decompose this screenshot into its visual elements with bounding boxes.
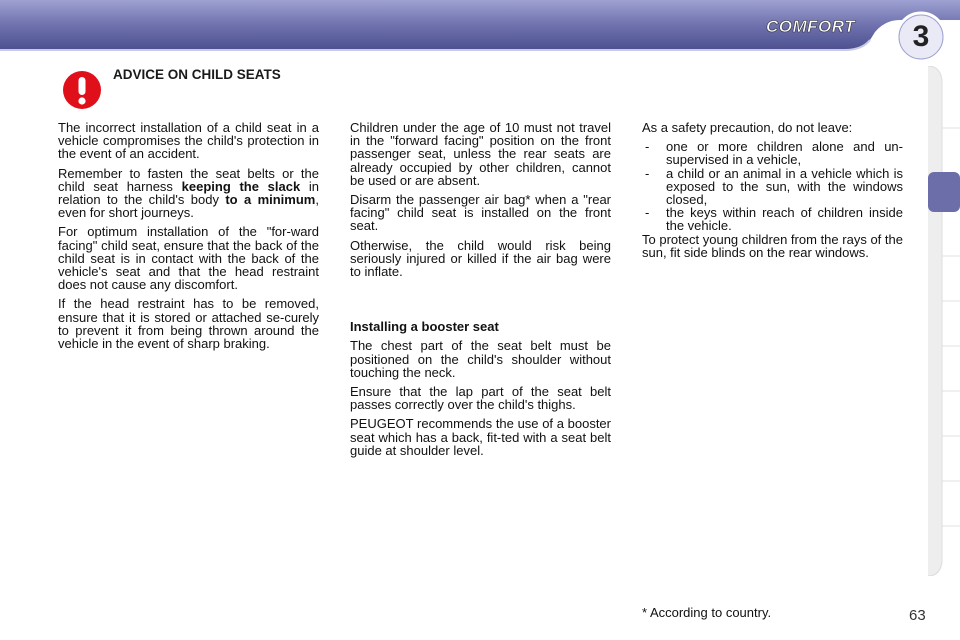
list-item-text: a child or an animal in a vehicle which is exposed to the sun, with the windows closed, [666,165,903,208]
col1-paragraph-1: The incorrect installation of a child seat in a vehicle compromises the child's protection in the event of an accident. [58,120,319,162]
col2-paragraph-2: Disarm the passenger air bag* when a "rear facing" child seat is installed on the front seat. [350,192,611,234]
col2-paragraph-1: Children under the age of 10 must not travel in the "forward facing" position on the front passenger seat, unless the rear seats are already occupied by other children, cannot be used or are absent. [350,120,611,188]
booster-seat-heading: Installing a booster seat [350,319,499,335]
col1-paragraph-2 [58,167,319,220]
column-1 [58,121,319,356]
col1-paragraph-4: If the head restraint has to be removed, ensure that it is stored or attached se-curely to prevent it from being thrown around the vehicle in the event of sharp braking. [58,296,319,352]
list-dash: - [645,205,650,221]
col1-p2-bold-1: keeping the slack [181,178,301,194]
col3-paragraph-2: To protect young children from the rays of the sun, fit side blinds on the rear windows. [642,231,903,260]
col1-p2-bold-2: to a minimum [225,192,316,208]
list-item [642,167,903,207]
footnote: * According to country. [642,605,772,620]
chapter-tab-strip [928,66,960,576]
list-item-text: the keys within reach of children inside the vehicle. [666,205,903,234]
page-number: 63 [909,607,926,624]
column-3 [642,121,903,265]
chapter-number: 3 [912,20,930,53]
col1-p2-text-a: Remember to fasten the seat belts or the child seat harness [58,165,319,194]
col1-p2-text-b: in relation to the child's body [58,178,319,208]
advice-title: ADVICE ON CHILD SEATS [113,67,281,82]
header-bar [0,0,960,53]
col2-paragraph-4: The chest part of the seat belt must be positioned on the child's shoulder without touching the neck. [350,338,611,380]
precaution-list [642,140,903,232]
col1-p2-text-c: , even for short journeys. [58,192,319,221]
col2-paragraph-6: PEUGEOT recommends the use of a booster seat which has a back, fit-ted with a seat belt guide at shoulder level. [350,416,611,458]
list-item [642,206,903,232]
active-chapter-tab [928,172,960,212]
col3-intro: As a safety precaution, do not leave: [642,120,853,135]
column-2 [350,121,611,463]
col1-paragraph-3: For optimum installation of the "for-ward facing" child seat, ensure that the back of the child seat is in contact with the back of the vehicle's seat and that the head restraint does not cause any discomfort. [58,224,319,293]
list-dash: - [645,139,650,155]
list-item [642,140,903,166]
list-item-text: one or more children alone and un-supervised in a vehicle, [666,139,903,168]
col2-paragraph-3: Otherwise, the child would risk being seriously injured or killed if the air bag were to inflate. [350,237,611,280]
exclamation-warning-icon [62,70,102,110]
list-dash: - [645,165,650,181]
section-title: COMFORT [766,17,856,36]
col2-paragraph-5: Ensure that the lap part of the seat belt passes correctly over the child's thighs. [350,384,611,413]
